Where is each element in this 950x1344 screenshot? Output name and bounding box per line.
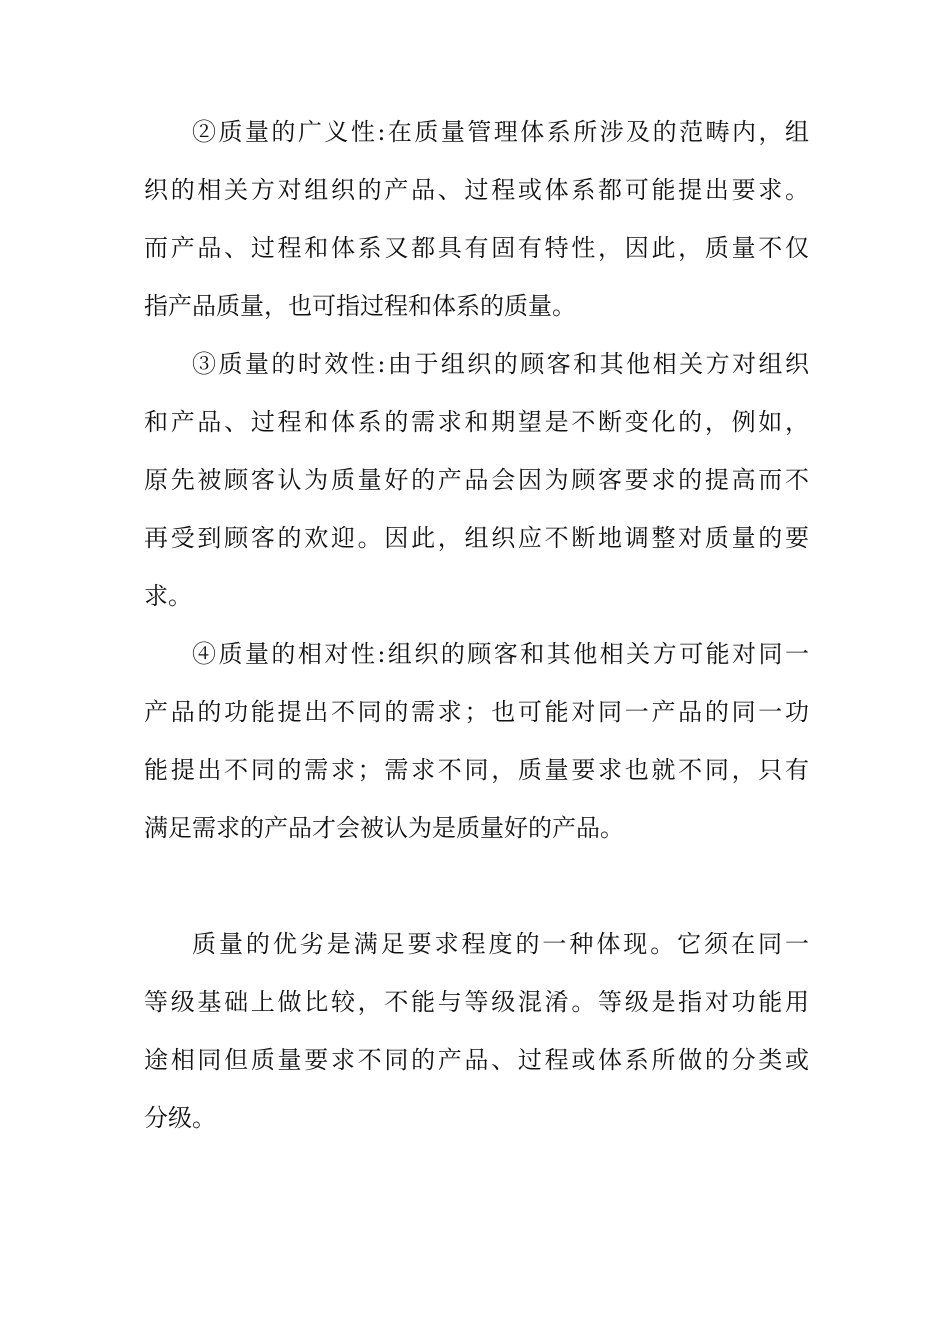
paragraph-line: 途相同但质量要求不同的产品、过程或体系所做的分类或	[144, 1046, 809, 1074]
paragraph-line: 能提出不同的需求；需求不同，质量要求也就不同，只有	[144, 756, 809, 784]
paragraph-line: 再受到顾客的欢迎。因此，组织应不断地调整对质量的要	[144, 524, 809, 552]
paragraph-breadth-of-quality	[144, 103, 809, 335]
paragraph-line: 求。	[144, 582, 192, 610]
paragraph-quality-grade	[144, 915, 809, 1147]
paragraph-line: 质量的优劣是满足要求程度的一种体现。它须在同一	[192, 930, 809, 958]
paragraph-timeliness-of-quality	[144, 335, 809, 625]
paragraph-line: 分级。	[144, 1104, 216, 1132]
paragraph-line: 指产品质量，也可指过程和体系的质量。	[144, 292, 576, 320]
paragraph-line: 等级基础上做比较，不能与等级混淆。等级是指对功能用	[144, 988, 809, 1016]
paragraph-relativity-of-quality	[144, 625, 809, 857]
paragraph-line: 织的相关方对组织的产品、过程或体系都可能提出要求。	[144, 176, 809, 204]
paragraph-line: ③质量的时效性:由于组织的顾客和其他相关方对组织	[192, 350, 809, 378]
paragraph-line: ②质量的广义性:在质量管理体系所涉及的范畴内，组	[192, 118, 809, 146]
paragraph-line: ④质量的相对性:组织的顾客和其他相关方可能对同一	[192, 640, 809, 668]
paragraph-line: 而产品、过程和体系又都具有固有特性，因此，质量不仅	[144, 234, 809, 262]
paragraph-line: 原先被顾客认为质量好的产品会因为顾客要求的提高而不	[144, 466, 809, 494]
paragraph-line: 和产品、过程和体系的需求和期望是不断变化的，例如，	[144, 408, 809, 436]
paragraph-line: 满足需求的产品才会被认为是质量好的产品。	[144, 814, 624, 842]
paragraph-line: 产品的功能提出不同的需求；也可能对同一产品的同一功	[144, 698, 809, 726]
